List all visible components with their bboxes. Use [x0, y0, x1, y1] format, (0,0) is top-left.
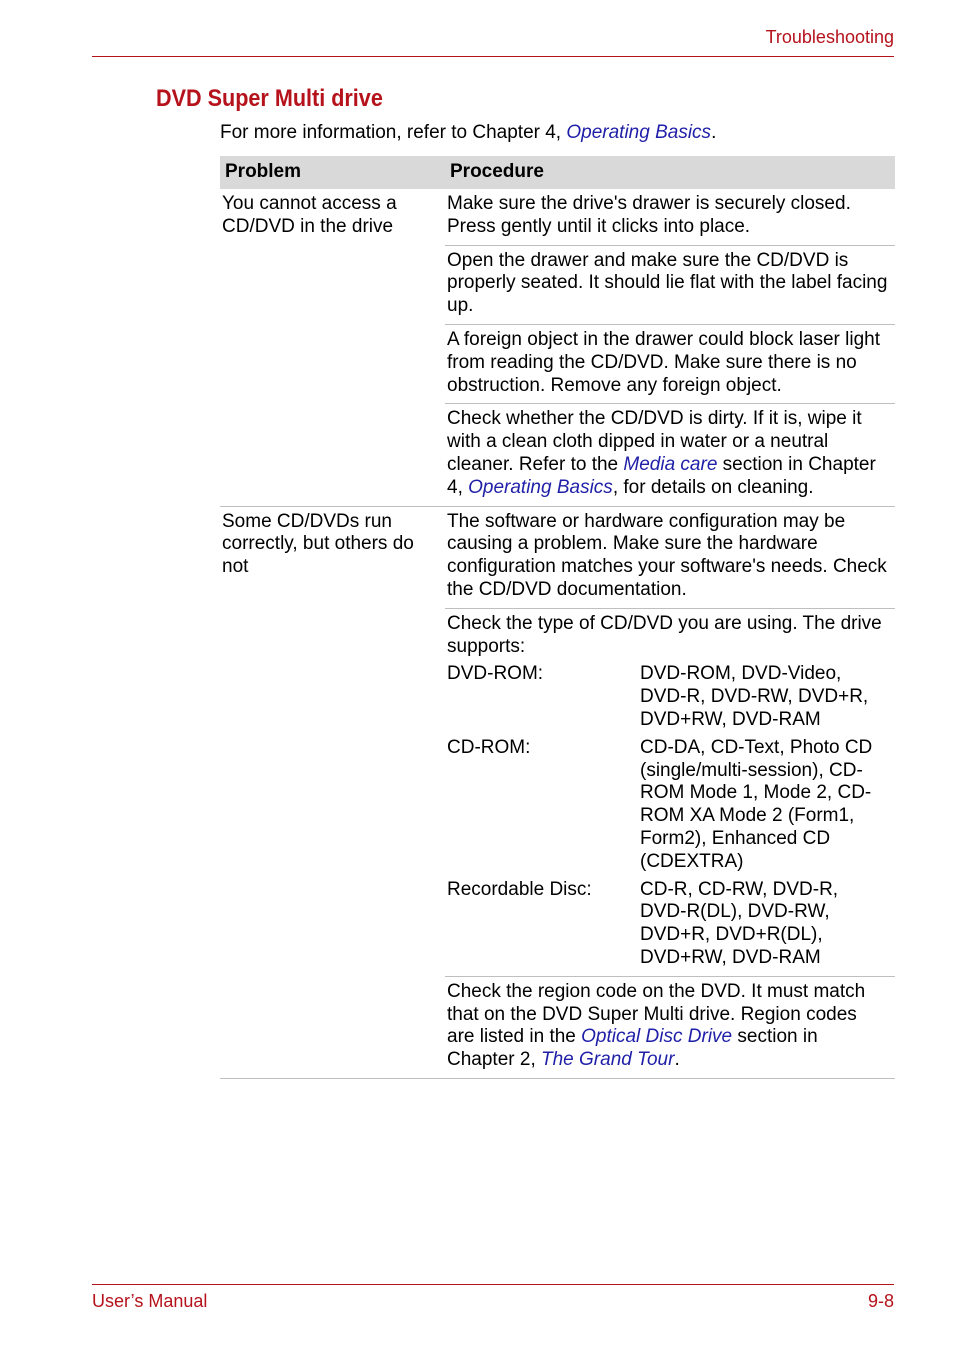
table-row [220, 189, 895, 507]
grand-tour-link[interactable]: The Grand Tour [541, 1049, 675, 1071]
procedure-item [445, 977, 895, 1078]
format-value: DVD-ROM, DVD-Video, DVD-R, DVD-RW, DVD+R, DVD+RW, DVD-RAM [640, 663, 869, 730]
intro-paragraph [220, 121, 716, 144]
procedure-text: Check the region code on the DVD. It must match that on the DVD Super Multi drive. Region codes are listed in the [447, 980, 866, 1048]
supported-format-row [447, 737, 889, 874]
problem-cell: You cannot access a CD/DVD in the drive [222, 193, 397, 237]
procedure-text: , for details on cleaning. [612, 476, 814, 498]
operating-basics-link[interactable]: Operating Basics [468, 476, 613, 498]
procedure-text: Check the type of CD/DVD you are using. The drive supports: [447, 612, 882, 657]
table-header [220, 156, 895, 189]
procedure-item: Make sure the drive's drawer is securely closed. Press gently until it clicks into place. [445, 189, 895, 246]
operating-basics-link[interactable]: Operating Basics [566, 122, 712, 143]
media-care-link[interactable]: Media care [623, 453, 718, 475]
problem-cell: Some CD/DVDs run correctly, but others do not [222, 510, 414, 578]
procedure-item: A foreign object in the drawer could block laser light from reading the CD/DVD. Make sure there is no obstruction. Remove any foreign object. [445, 325, 895, 404]
footer-rule [92, 1284, 894, 1285]
procedure-cell [445, 507, 895, 1078]
intro-suffix: . [711, 122, 717, 143]
page-number: 9-8 [867, 1291, 894, 1311]
running-header: Troubleshooting [765, 27, 894, 47]
format-label: Recordable Disc: [447, 878, 592, 900]
format-label: CD-ROM: [447, 736, 531, 758]
format-value: CD-R, CD-RW, DVD-R, DVD-R(DL), DVD-RW, DVD+R, DVD+R(DL), DVD+RW, DVD-RAM [640, 878, 839, 968]
format-label: DVD-ROM: [447, 663, 544, 685]
optical-disc-drive-link[interactable]: Optical Disc Drive [581, 1026, 733, 1048]
header-problem: Problem [225, 161, 302, 183]
procedure-cell [445, 189, 895, 506]
section-title: DVD Super Multi drive [156, 85, 383, 112]
procedure-text: Check whether the CD/DVD is dirty. If it is, wipe it with a clean cloth dipped in water or a neutral cleaner. Refer to the [447, 408, 862, 475]
supported-format-row [447, 663, 889, 731]
table-row [220, 507, 895, 1079]
procedure-item [445, 404, 895, 505]
supported-format-row [447, 879, 889, 970]
header-rule [92, 56, 894, 57]
procedure-item: The software or hardware configuration may be causing a problem. Make sure the hardware configuration matches your software's needs. Check the CD/DVD documentation. [445, 507, 895, 609]
procedure-item: Open the drawer and make sure the CD/DVD is properly seated. It should lie flat with the label facing up. [445, 246, 895, 325]
troubleshooting-table [220, 156, 895, 1079]
procedure-item [445, 609, 895, 977]
header-procedure: Procedure [450, 161, 544, 183]
procedure-text: section in Chapter 4, [447, 453, 876, 498]
procedure-text: . [674, 1049, 680, 1071]
intro-text: For more information, refer to Chapter 4, [220, 122, 567, 143]
procedure-text: section in Chapter 2, [447, 1026, 818, 1071]
format-value: CD-DA, CD-Text, Photo CD (single/multi-session), CD-ROM Mode 1, Mode 2, CD-ROM XA Mode 2 (Form1, Form2), Enhanced CD (CDEXTRA) [640, 736, 873, 872]
manual-name: User’s Manual [92, 1291, 208, 1311]
